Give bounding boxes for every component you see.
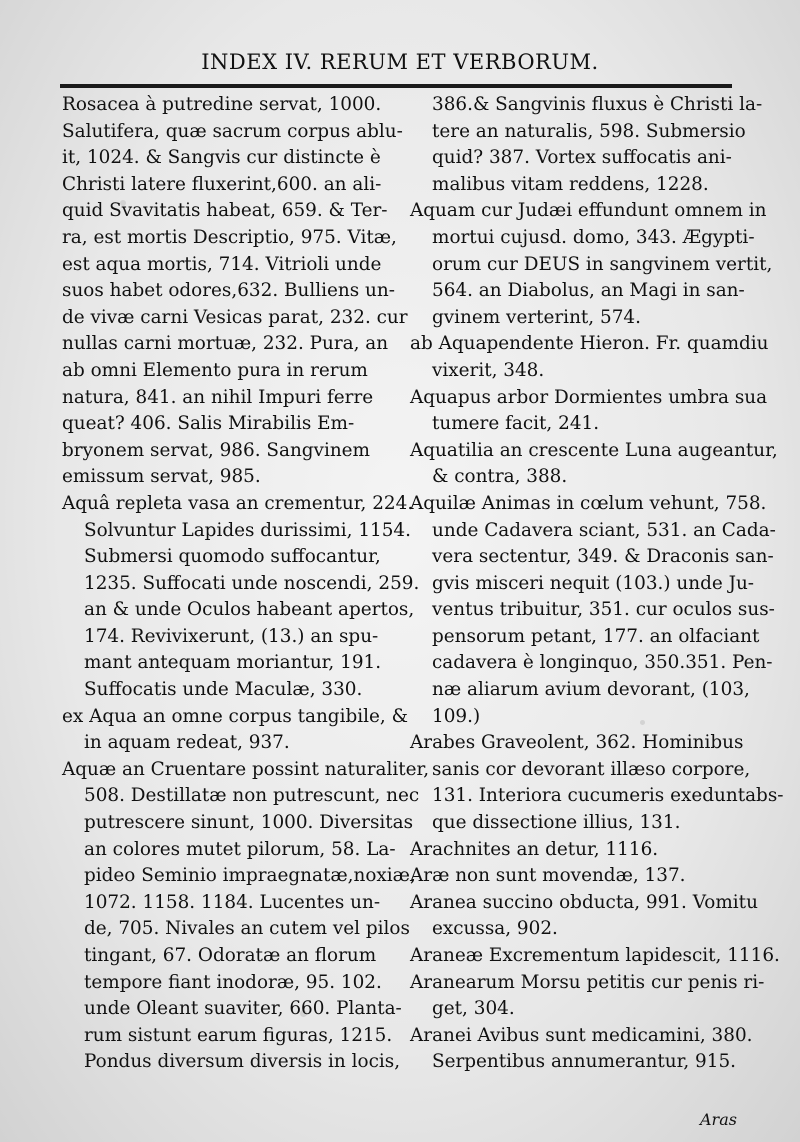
index-line: in aquam redeat, 937. — [84, 732, 290, 754]
index-line: malibus vitam reddens, 1228. — [432, 173, 709, 195]
index-line: mortui cujusd. domo, 343. Ægypti- — [432, 226, 755, 248]
index-line: putrescere sinunt, 1000. Diversitas — [84, 812, 414, 834]
index-line: pensorum petant, 177. an olfaciant — [432, 625, 760, 647]
index-line: de, 705. Nivales an cutem vel pilos — [84, 918, 410, 940]
index-line: 1235. Suffocati unde noscendi, 259. — [84, 572, 420, 594]
index-line: gvinem verterint, 574. — [432, 306, 641, 328]
index-line: Aranea succino obducta, 991. Vomitu — [410, 891, 758, 913]
index-line: ab omni Elemento pura in rerum — [62, 359, 368, 381]
index-line: tempore fiant inodoræ, 95. 102. — [84, 971, 382, 993]
index-line: Aquapus arbor Dormientes umbra sua — [410, 386, 768, 408]
index-line: tere an naturalis, 598. Submersio — [432, 120, 746, 142]
index-line: Solvuntur Lapides durissimi, 1154. — [84, 519, 411, 541]
index-line: ra, est mortis Descriptio, 975. Vitæ, — [62, 226, 397, 248]
index-line: Pondus diversum diversis in locis, — [84, 1051, 401, 1073]
index-line: que dissectione illius, 131. — [432, 812, 681, 834]
index-line: quid Svavitatis habeat, 659. & Ter- — [62, 200, 388, 222]
index-line: Arabes Graveolent, 362. Hominibus — [410, 732, 744, 754]
index-line: Aquam cur Judæi effundunt omnem in — [410, 200, 767, 222]
index-line: 564. an Diabolus, an Magi in san- — [432, 280, 745, 302]
index-line: natura, 841. an nihil Impuri ferre — [62, 386, 374, 408]
index-line: tingant, 67. Odoratæ an florum — [84, 945, 377, 966]
index-line: get, 304. — [432, 998, 515, 1020]
index-line: Aranei Avibus sunt medicamini, 380. — [410, 1024, 753, 1046]
left-column — [62, 92, 430, 1076]
index-line: unde Cadavera sciant, 531. an Cada- — [432, 519, 776, 541]
index-line: unde Oleant suaviter, 660. Planta- — [84, 998, 402, 1020]
header-rule — [60, 84, 732, 88]
index-line: Aranearum Morsu petitis cur penis ri- — [410, 971, 765, 993]
index-line: sanis cor devorant illæso corpore, — [432, 758, 751, 780]
index-line: Aræ non sunt movendæ, 137. — [410, 865, 686, 887]
index-line: Aquatilia an crescente Luna augeantur, — [410, 439, 778, 461]
index-line: de vivæ carni Vesicas parat, 232. cur — [62, 306, 408, 328]
index-line: pideo Seminio impraegnatæ,noxiæ, — [84, 865, 416, 887]
index-line: ex Aqua an omne corpus tangibile, & — [62, 705, 408, 727]
index-line: Salutifera, quæ sacrum corpus ablu- — [62, 120, 403, 142]
index-line: cadavera è longinquo, 350.351. Pen- — [432, 652, 773, 674]
index-line: 109.) — [432, 705, 481, 727]
index-line: Aquæ an Cruentare possint naturaliter, — [62, 758, 430, 780]
index-line: 131. Interiora cucumeris exeduntabs- — [432, 785, 784, 807]
index-line: ventus tribuitur, 351. cur oculos sus- — [432, 599, 775, 621]
index-line: est aqua mortis, 714. Vitrioli unde — [62, 253, 382, 275]
index-line: 508. Destillatæ non putrescunt, nec — [84, 785, 420, 807]
index-line: næ aliarum avium devorant, (103, — [432, 679, 750, 701]
index-line: 174. Revivixerunt, (13.) an spu- — [84, 625, 379, 647]
index-line: Araneæ Excrementum lapidescit, 1116. — [410, 945, 780, 966]
page-header: INDEX IV. RERUM ET VERBORUM. — [201, 50, 599, 74]
index-line: nullas carni mortuæ, 232. Pura, an — [62, 333, 389, 355]
index-line: Arachnites an detur, 1116. — [410, 838, 659, 860]
index-line: excussa, 902. — [432, 918, 558, 940]
index-line: Submersi quomodo suffocantur, — [84, 546, 381, 568]
index-line: quid? 387. Vortex suffocatis ani- — [432, 147, 732, 169]
index-line: bryonem servat, 986. Sangvinem — [62, 439, 370, 461]
index-line: 1072. 1158. 1184. Lucentes un- — [84, 891, 381, 913]
index-line: vera sectentur, 349. & Draconis san- — [432, 546, 774, 568]
index-line: Christi latere fluxerint,600. an ali- — [62, 173, 382, 195]
index-line: gvis misceri nequit (103.) unde Ju- — [432, 572, 755, 594]
index-line: ab Aquapendente Hieron. Fr. quamdiu — [410, 333, 769, 355]
index-line: & contra, 388. — [432, 466, 568, 488]
index-line: emissum servat, 985. — [62, 466, 261, 488]
right-column — [410, 92, 784, 1076]
index-line: Aquâ repleta vasa an crementur, 224. — [62, 492, 414, 514]
index-line: orum cur DEUS in sangvinem vertit, — [432, 253, 773, 275]
index-line: an colores mutet pilorum, 58. La- — [84, 838, 396, 860]
index-line: Suffocatis unde Maculæ, 330. — [84, 679, 363, 701]
index-line: 386.& Sangvinis fluxus è Christi la- — [432, 94, 763, 115]
index-line: vixerit, 348. — [432, 359, 545, 381]
index-line: rum sistunt earum figuras, 1215. — [84, 1024, 393, 1046]
index-line: it, 1024. & Sangvis cur distincte è — [62, 147, 381, 169]
index-line: tumere facit, 241. — [432, 413, 600, 435]
index-line: mant antequam moriantur, 191. — [84, 652, 382, 674]
catchword: Aras — [700, 1110, 737, 1129]
index-line: Aquilæ Animas in cœlum vehunt, 758. — [410, 492, 767, 514]
index-line: an & unde Oculos habeant apertos, — [84, 599, 415, 621]
index-line: suos habet odores,632. Bulliens un- — [62, 280, 395, 302]
index-line: Rosacea à putredine servat, 1000. — [62, 94, 382, 115]
index-line: Serpentibus annumerantur, 915. — [432, 1051, 737, 1073]
index-line: queat? 406. Salis Mirabilis Em- — [62, 413, 355, 435]
